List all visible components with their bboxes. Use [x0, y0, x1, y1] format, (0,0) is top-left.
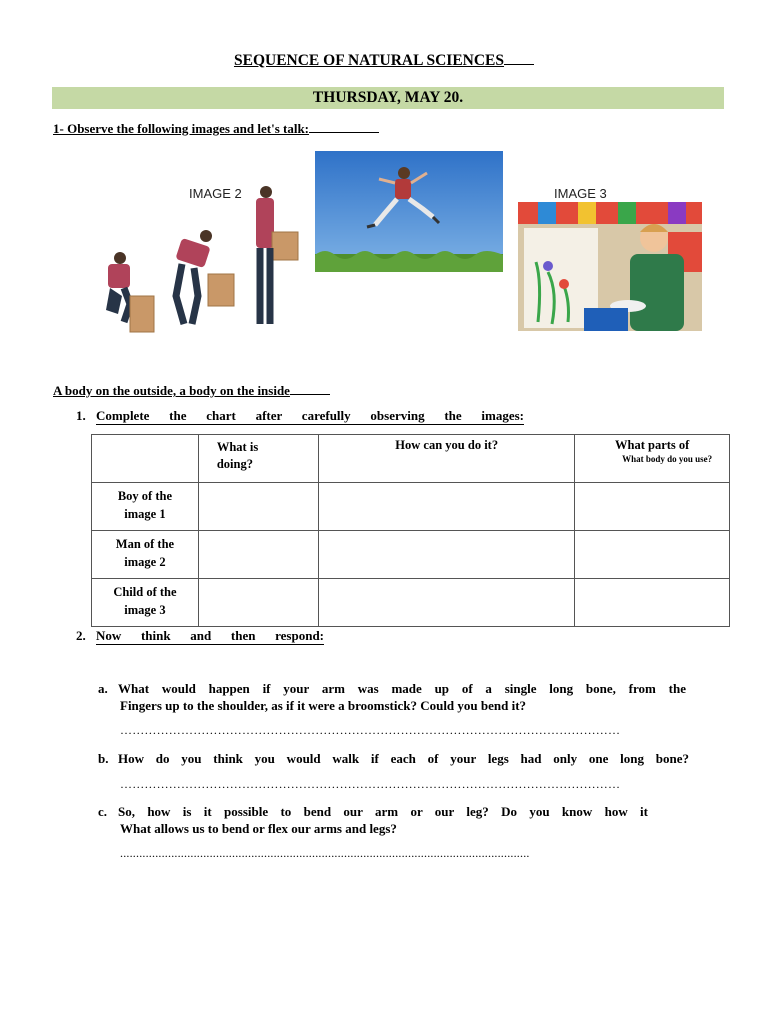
- answer-line-a[interactable]: ……………………………………………………………………………………………………………: [120, 723, 621, 737]
- section-title: A body on the outside, a body on the inside: [53, 383, 330, 399]
- chart-cell-answer[interactable]: [575, 483, 730, 531]
- question-1-underline: [309, 121, 379, 133]
- row-2-line-1: Man of the: [115, 537, 175, 551]
- chart-cell-answer[interactable]: [198, 483, 318, 531]
- header-what-body: What body do you use?: [622, 454, 713, 464]
- image-3-label: IMAGE 3: [554, 186, 607, 201]
- question-a-line-2: Fingers up to the shoulder, as if it were a broomstick? Could you bend it?: [120, 698, 527, 713]
- image-2-label: IMAGE 2: [189, 186, 242, 201]
- date-band: THURSDAY, MAY 20.: [52, 87, 724, 109]
- question-c-line-2: What allows us to bend or flex our arms and legs?: [120, 821, 397, 836]
- chart-row-label-3: [92, 579, 199, 627]
- row-1-line-2: image 1: [124, 507, 166, 521]
- chart-cell-answer[interactable]: [198, 531, 318, 579]
- image-2-photo: [98, 184, 304, 336]
- chart-header-what-doing: [198, 435, 318, 483]
- question-a-line-1: What would happen if your arm was made up of a single long bone, from the: [118, 681, 686, 696]
- chart-cell-answer[interactable]: [198, 579, 318, 627]
- question-c-letter: c.: [98, 804, 108, 819]
- task-2-number: 2.: [76, 628, 86, 643]
- question-c-line-1: So, how is it possible to bend our arm or our leg? Do you know how it: [118, 804, 648, 819]
- image-3-photo: [518, 202, 702, 331]
- chart-row-3: [92, 579, 730, 627]
- chart-header-empty: [92, 435, 199, 483]
- chart-cell-answer[interactable]: [575, 579, 730, 627]
- header-what-is: What is: [216, 440, 259, 454]
- chart-row-label-1: [92, 483, 199, 531]
- chart-cell-answer[interactable]: [319, 579, 575, 627]
- question-b-letter: b.: [98, 751, 109, 766]
- row-3-line-1: Child of the: [113, 585, 177, 599]
- header-doing: doing?: [216, 457, 253, 471]
- row-3-line-2: image 3: [124, 603, 166, 617]
- observation-chart: [91, 434, 730, 627]
- chart-header-how: How can you do it?: [319, 435, 575, 483]
- chart-header-body-parts: [575, 435, 730, 483]
- chart-cell-answer[interactable]: [575, 531, 730, 579]
- chart-cell-answer[interactable]: [319, 531, 575, 579]
- question-1: 1- Observe the following images and let's talk:: [53, 121, 379, 137]
- task-1-number: 1.: [76, 408, 86, 423]
- task-1-text: Complete the chart after carefully observing the images:: [96, 408, 524, 423]
- header-what-parts: What parts of: [615, 438, 690, 452]
- chart-row-label-2: [92, 531, 199, 579]
- chart-cell-answer[interactable]: [319, 483, 575, 531]
- question-a-letter: a.: [98, 681, 108, 696]
- row-1-line-1: Boy of the: [117, 489, 173, 503]
- task-2-text: Now think and then respond:: [96, 628, 324, 643]
- answer-line-b[interactable]: ……………………………………………………………………………………………………………: [120, 777, 621, 791]
- section-underline: [290, 383, 330, 395]
- answer-line-c[interactable]: ................................................................................................................................: [120, 846, 530, 860]
- chart-row-2: [92, 531, 730, 579]
- question-b-line-1: How do you think you would walk if each of your legs had only one long bone?: [118, 751, 689, 766]
- chart-row-1: [92, 483, 730, 531]
- chart-header-row: [92, 435, 730, 483]
- row-2-line-2: image 2: [124, 555, 166, 569]
- image-1-photo: [315, 151, 503, 272]
- title-underline-tail: [504, 52, 534, 65]
- document-title: SEQUENCE OF NATURAL SCIENCES: [0, 52, 768, 70]
